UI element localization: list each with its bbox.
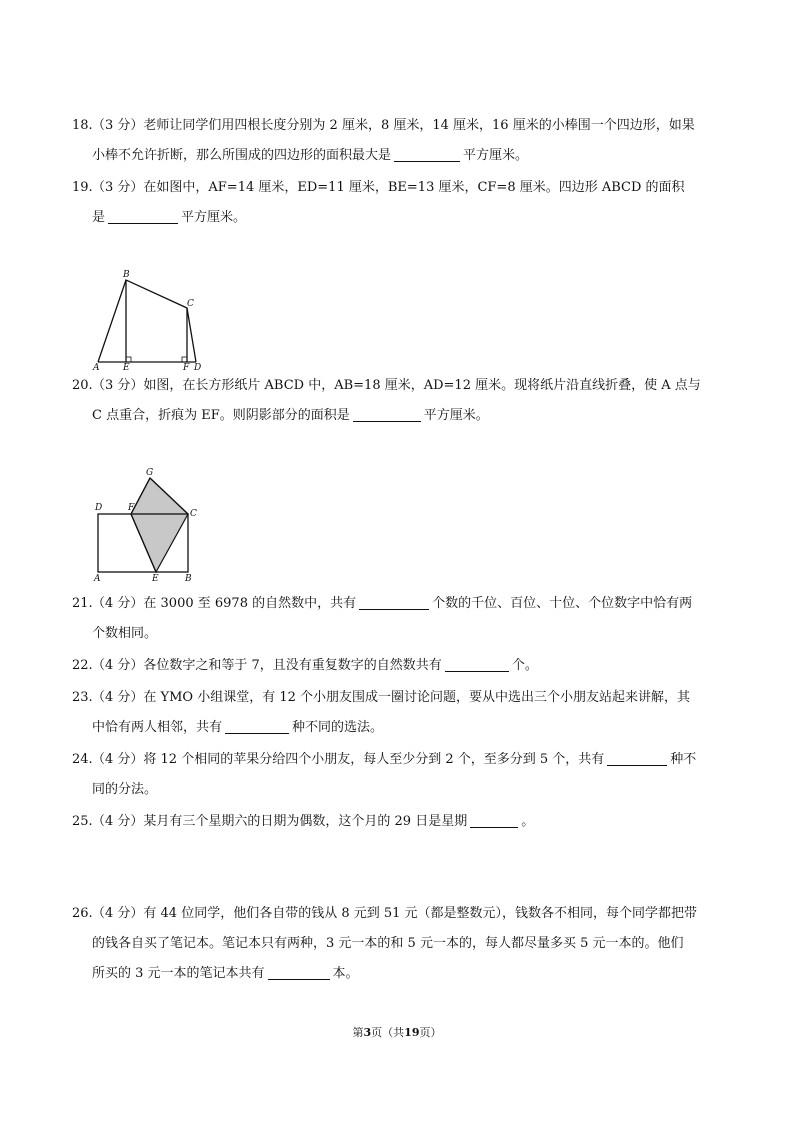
question-text-cont	[92, 406, 489, 426]
question-text: 小棒不允许折断，那么所围成的四边形的面积最大是	[92, 148, 392, 163]
question-text: （4 分）有 44 位同学，他们各自带的钱从 8 元到 51 元（都是整数元），钱数各不相同，每个同学都把带	[92, 906, 698, 921]
question-text: 种不	[670, 752, 697, 767]
question-text: C 点重合，折痕为 EF。则阴影部分的面积是	[92, 408, 350, 423]
label-C: C	[190, 509, 197, 519]
figure-19	[90, 266, 210, 370]
question-number: 20.	[72, 378, 93, 393]
question-text-cont	[92, 964, 359, 984]
question-text: （4 分）在 3000 至 6978 的自然数中，共有	[92, 596, 357, 611]
label-B: B	[123, 270, 130, 280]
answer-blank[interactable]	[394, 147, 460, 162]
label-F: F	[128, 503, 135, 513]
question-text: （4 分）各位数字之和等于 7，且没有重复数字的自然数共有	[92, 658, 442, 673]
question-text-wrap	[92, 594, 692, 614]
question-text: 个数的千位、百位、十位、个位数字中恰有两	[432, 596, 693, 611]
question-text-wrap	[92, 750, 696, 770]
label-G: G	[146, 468, 154, 478]
question-text-wrap	[92, 656, 538, 676]
label-A: A	[94, 574, 101, 584]
answer-suffix: 个。	[511, 658, 538, 673]
label-E: E	[123, 363, 130, 370]
answer-suffix: 平方厘米。	[423, 408, 489, 423]
question-text: 所买的 3 元一本的笔记本共有	[92, 966, 265, 981]
label-A: A	[93, 363, 100, 370]
figure-20	[90, 466, 210, 584]
label-C: C	[187, 299, 194, 309]
page-number: 3	[363, 1026, 372, 1039]
page-total: 19	[404, 1026, 420, 1039]
page-footer	[0, 1024, 794, 1040]
question-text-cont	[92, 718, 383, 738]
question-number: 23.	[72, 690, 93, 705]
footer-text: 第	[352, 1026, 364, 1039]
answer-blank[interactable]	[225, 719, 289, 734]
label-F: F	[183, 363, 190, 370]
answer-suffix: 平方厘米。	[181, 210, 247, 225]
answer-blank[interactable]	[268, 965, 330, 980]
question-text: 同的分法。	[92, 782, 158, 797]
question-text: （4 分）在 YMO 小组课堂，有 12 个小朋友围成一圈讨论问题，要从中选出三个小朋友站起来讲解，其	[92, 690, 691, 705]
answer-blank[interactable]	[108, 209, 178, 224]
label-D: D	[95, 503, 103, 513]
answer-blank[interactable]	[445, 657, 509, 672]
footer-text: 页（共	[371, 1026, 405, 1039]
question-number: 25.	[72, 814, 93, 829]
footer-text: 页）	[419, 1026, 442, 1039]
answer-blank[interactable]	[359, 595, 429, 610]
answer-blank[interactable]	[353, 407, 421, 422]
question-text-wrap	[92, 812, 534, 832]
question-number: 24.	[72, 752, 93, 767]
question-number: 21.	[72, 596, 93, 611]
question-number: 18.	[72, 118, 93, 133]
question-number: 26.	[72, 906, 93, 921]
answer-suffix: 平方厘米。	[463, 148, 529, 163]
question-text: （3 分）在如图中，AF=14 厘米，ED=11 厘米，BE=13 厘米，CF=8 厘米。四边形 ABCD 的面积	[92, 180, 685, 195]
answer-suffix: 。	[521, 814, 535, 829]
question-text: （3 分）如图，在长方形纸片 ABCD 中，AB=18 厘米，AD=12 厘米。现将纸片沿直线折叠，使 A 点与	[92, 378, 701, 393]
question-number: 19.	[72, 180, 93, 195]
question-text-cont	[92, 146, 528, 166]
question-text: 个数相同。	[92, 626, 158, 641]
label-B: B	[185, 574, 192, 584]
question-text: （4 分）将 12 个相同的苹果分给四个小朋友，每人至少分到 2 个，至多分到 5 个，共有	[92, 752, 605, 767]
question-text: （4 分）某月有三个星期六的日期为偶数，这个月的 29 日是星期	[92, 814, 468, 829]
label-D: D	[194, 363, 202, 370]
question-text: 中恰有两人相邻，共有	[92, 720, 223, 735]
question-text: 是	[92, 210, 106, 225]
answer-suffix: 本。	[332, 966, 359, 981]
answer-suffix: 种不同的选法。	[292, 720, 384, 735]
question-text: （3 分）老师让同学们用四根长度分别为 2 厘米，8 厘米，14 厘米，16 厘米的小棒围一个四边形，如果	[92, 118, 695, 133]
label-E: E	[152, 574, 159, 584]
answer-blank[interactable]	[607, 751, 667, 766]
answer-blank[interactable]	[470, 813, 518, 828]
question-number: 22.	[72, 658, 93, 673]
question-text: 的钱各自买了笔记本。笔记本只有两种，3 元一本的和 5 元一本的，每人都尽量多买 5 元一本的。他们	[92, 936, 684, 951]
question-text-cont	[92, 208, 246, 228]
